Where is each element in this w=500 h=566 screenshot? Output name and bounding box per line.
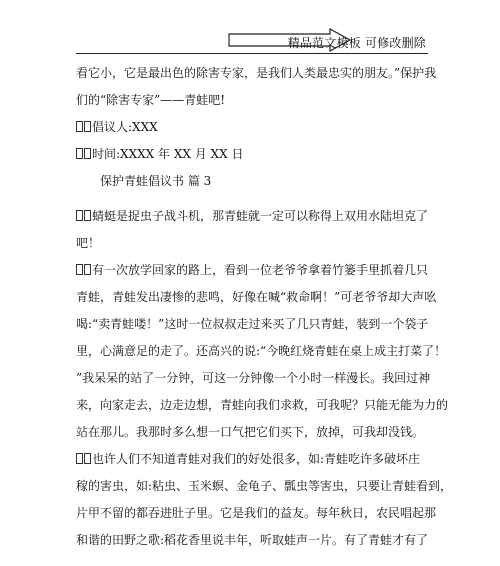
- text-line: 里，心满意足的走了。还高兴的说:“今晚红烧青蛙在桌上成主打菜了！: [76, 344, 447, 358]
- date-line: 时间:XXXX 年 XX 月 XX 日: [92, 147, 244, 161]
- missing-glyph-icon: [84, 210, 91, 221]
- text-line: 看它小，它是最出色的除害专家，是我们人类最忠实的朋友。”保护我: [76, 66, 437, 80]
- page-header: [76, 28, 428, 54]
- text-line: 来，向家走去，边走边想，青蛙向我们求救，可我呢？只能无能为力的: [76, 398, 449, 412]
- missing-glyph-icon: [84, 121, 91, 132]
- document-body: [76, 60, 453, 554]
- text-line: 稼的害虫，如:粘虫、玉米螟、金龟子、瓢虫等害虫，只要让青蛙看到，: [76, 479, 453, 493]
- missing-glyph-icon: [84, 264, 91, 275]
- missing-glyph-icon: [76, 148, 83, 159]
- missing-glyph-icon: [84, 453, 91, 464]
- text-line: [76, 203, 438, 230]
- text-line: 青蛙，青蛙发出凄惨的悲鸣，好像在喊“救命啊！”可老爷爷却大声吆: [76, 290, 437, 304]
- paragraph-text: 有一次放学回家的路上，看到一位老爷爷拿着竹篓手里抓着几只: [92, 263, 429, 277]
- text-line: 片甲不留的都吞进肚子里。它是我们的益友。每年秋日，农民唱起那: [76, 506, 437, 520]
- paragraph-text: 也许人们不知道青蛙对我们的好处很多，如:青蛙吃许多破坏庄: [92, 452, 421, 466]
- missing-glyph-icon: [76, 264, 83, 275]
- text-line: [76, 141, 438, 168]
- missing-glyph-icon: [76, 121, 83, 132]
- text-line: 和谐的田野之歌:稻花香里说丰年，听取蛙声一片。有了青蛙才有了: [76, 533, 429, 547]
- text-line: [76, 114, 438, 141]
- spacer: [76, 195, 438, 203]
- text-line: 们的“除害专家”——青蛙吧!: [76, 93, 226, 107]
- header-rule: [76, 53, 428, 54]
- missing-glyph-icon: [84, 148, 91, 159]
- proposer-line: 倡议人:XXX: [92, 120, 158, 134]
- text-line: 喝:“卖青蛙喽！”这时一位叔叔走过来买了几只青蛙，装到一个袋子: [76, 317, 429, 331]
- text-line: 吧！: [76, 236, 101, 250]
- paragraph-text: 蜻蜓是捉虫子战斗机，那青蛙就一定可以称得上双用水陆坦克了: [92, 209, 429, 223]
- text-line: [76, 446, 438, 473]
- text-line: [76, 257, 438, 284]
- text-line: 站在那儿。我那时多么想一口气把它们买下，放掉，可我却没钱。: [76, 425, 425, 439]
- missing-glyph-icon: [76, 210, 83, 221]
- section-title: 保护青蛙倡议书 篇 3: [100, 174, 212, 188]
- header-title: 精品范文模板 可修改删除: [287, 36, 426, 50]
- text-line: ”我呆呆的站了一分钟，可这一分钟像一个小时一样漫长。我回过神: [76, 371, 431, 385]
- missing-glyph-icon: [76, 453, 83, 464]
